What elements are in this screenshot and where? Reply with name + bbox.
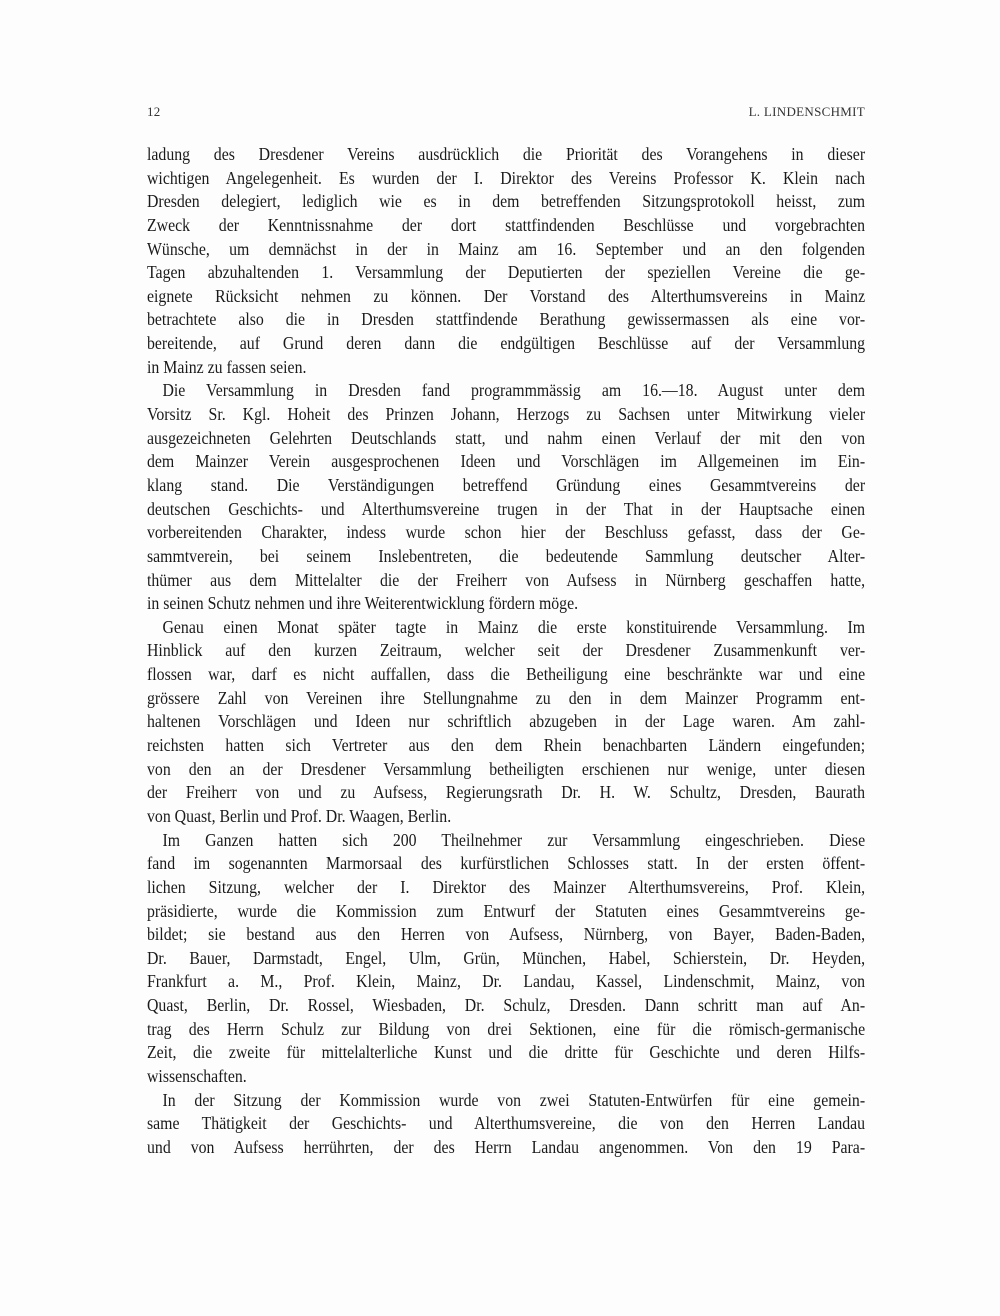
text-line: deutschen Geschichts- und Alterthumsvereine trugen in der That in der Hauptsache einen [147,498,866,519]
text-line: ladung des Dresdener Vereins ausdrücklich die Priorität des Vorangehens in dieser [147,144,866,164]
text-line: dem Mainzer Verein ausgesprochenen Ideen und Vorschlägen im Allgemeinen im Ein- [147,451,866,472]
text-line: grössere Zahl von Vereinen ihre Stellungnahme zu den in dem Mainzer Programm ent- [147,687,866,708]
text-line: Vorsitz Sr. Kgl. Hoheit des Prinzen Johann, Herzogs zu Sachsen unter Mitwirkung vieler [147,404,866,425]
text-line: fand im sogenannten Marmorsaal des kurfürstlichen Schlosses statt. In der ersten öffent- [147,853,866,874]
text-line: Zeit, die zweite für mittelalterliche Kunst und die dritte für Geschichte und deren Hilfs- [147,1042,866,1063]
paragraph-first-line: In der Sitzung der Kommission wurde von zwei Statuten-Entwürfen für eine gemein- [162,1089,866,1110]
text-line: der Freiherr von und zu Aufsess, Regierungsrath Dr. H. W. Schultz, Dresden, Baurath [147,782,866,803]
body-text [147,143,865,1160]
text-line: haltenen Vorschlägen und Ideen nur schriftlich abzugeben in der Lage waren. Am zahl- [147,711,866,732]
text-line: in Mainz zu fassen seien. [147,356,307,377]
text-line: Hinblick auf den kurzen Zeitraum, welcher seit der Dresdener Zusammenkunft ver- [147,640,866,661]
text-line: Frankfurt a. M., Prof. Klein, Mainz, Dr. Landau, Kassel, Lindenschmit, Mainz, von [147,971,866,992]
text-line: trag des Herrn Schulz zur Bildung von drei Sektionen, eine für die römisch-germanische [147,1018,866,1039]
text-line: flossen war, darf es nicht auffallen, dass die Betheiligung eine beschränkte war und eine [147,664,866,685]
text-line: Wünsche, um demnächst in der in Mainz am 16. September und an den folgenden [147,238,866,259]
text-line: thümer aus dem Mittelalter die der Freiherr von Aufsess in Nürnberg geschaffen hatte, [147,569,866,590]
text-line: sammtverein, bei seinem Inslebentreten, die bedeutende Sammlung deutscher Alter- [147,545,866,566]
text-line: vorbereitenden Charakter, indess wurde schon hier der Beschluss gefasst, dass der Ge- [147,522,866,543]
text-line: bereitende, auf Grund deren dann die endgültigen Beschlüsse auf der Versammlung [147,333,866,354]
text-line: klang stand. Die Verständigungen betreffend Gründung eines Gesammtvereins der [147,474,866,495]
text-line: und von Aufsess herrührten, der des Herrn Landau angenommen. Von den 19 Para- [147,1136,866,1157]
text-line: Zweck der Kenntnissnahme der dort stattfindenden Beschlüsse und vorgebrachten [147,214,866,235]
text-line: wissenschaften. [147,1065,247,1086]
text-line: von Quast, Berlin und Prof. Dr. Waagen, Berlin. [147,805,452,826]
text-line: präsidierte, wurde die Kommission zum Entwurf der Statuten eines Gesammtvereins ge- [147,900,866,921]
paragraph-first-line: Im Ganzen hatten sich 200 Theilnehmer zur Versammlung eingeschrieben. Diese [162,829,866,850]
text-line: Dresden delegiert, lediglich wie es in dem betreffenden Sitzungsprotokoll heisst, zum [147,191,866,212]
text-line: von den an der Dresdener Versammlung betheiligten erschienen nur wenige, unter diesen [147,758,866,779]
text-line: in seinen Schutz nehmen und ihre Weiterentwicklung fördern möge. [147,593,579,614]
text-line: lichen Sitzung, welcher der I. Direktor des Mainzer Alterthumsvereins, Prof. Klein, [147,876,866,897]
text-line: wichtigen Angelegenheit. Es wurden der I. Direktor des Vereins Professor K. Klein nach [147,167,866,188]
text-line: bildet; sie bestand aus den Herren von Aufsess, Nürnberg, von Bayer, Baden-Baden, [147,924,866,945]
paragraph-first-line: Die Versammlung in Dresden fand programmmässig am 16.—18. August unter dem [162,380,866,401]
text-line: eignete Rücksicht nehmen zu können. Der Vorstand des Alterthumsvereins in Mainz [147,285,866,306]
page-number: 12 [147,104,161,119]
text-line: ausgezeichneten Gelehrten Deutschlands statt, und nahm einen Verlauf der mit den von [147,427,866,448]
text-line: reichsten hatten sich Vertreter aus den dem Rhein benachbarten Ländern eingefunden; [147,735,866,756]
text-line: betrachtete also die in Dresden stattfindende Berathung gewissermassen als eine vor- [147,309,866,330]
text-line: Quast, Berlin, Dr. Rossel, Wiesbaden, Dr. Schulz, Dresden. Dann schritt man auf An- [147,995,866,1016]
running-header [147,104,865,122]
running-title: L. LINDENSCHMIT [748,104,865,119]
paragraph-first-line: Genau einen Monat später tagte in Mainz die erste konstituirende Versammlung. Im [162,616,866,637]
text-line: Dr. Bauer, Darmstadt, Engel, Ulm, Grün, München, Habel, Schierstein, Dr. Heyden, [147,947,866,968]
text-line: same Thätigkeit der Geschichts- und Alterthumsvereine, die von den Herren Landau [147,1113,866,1134]
text-line: Tagen abzuhaltenden 1. Versammlung der Deputierten der speziellen Vereine die ge- [147,262,866,283]
